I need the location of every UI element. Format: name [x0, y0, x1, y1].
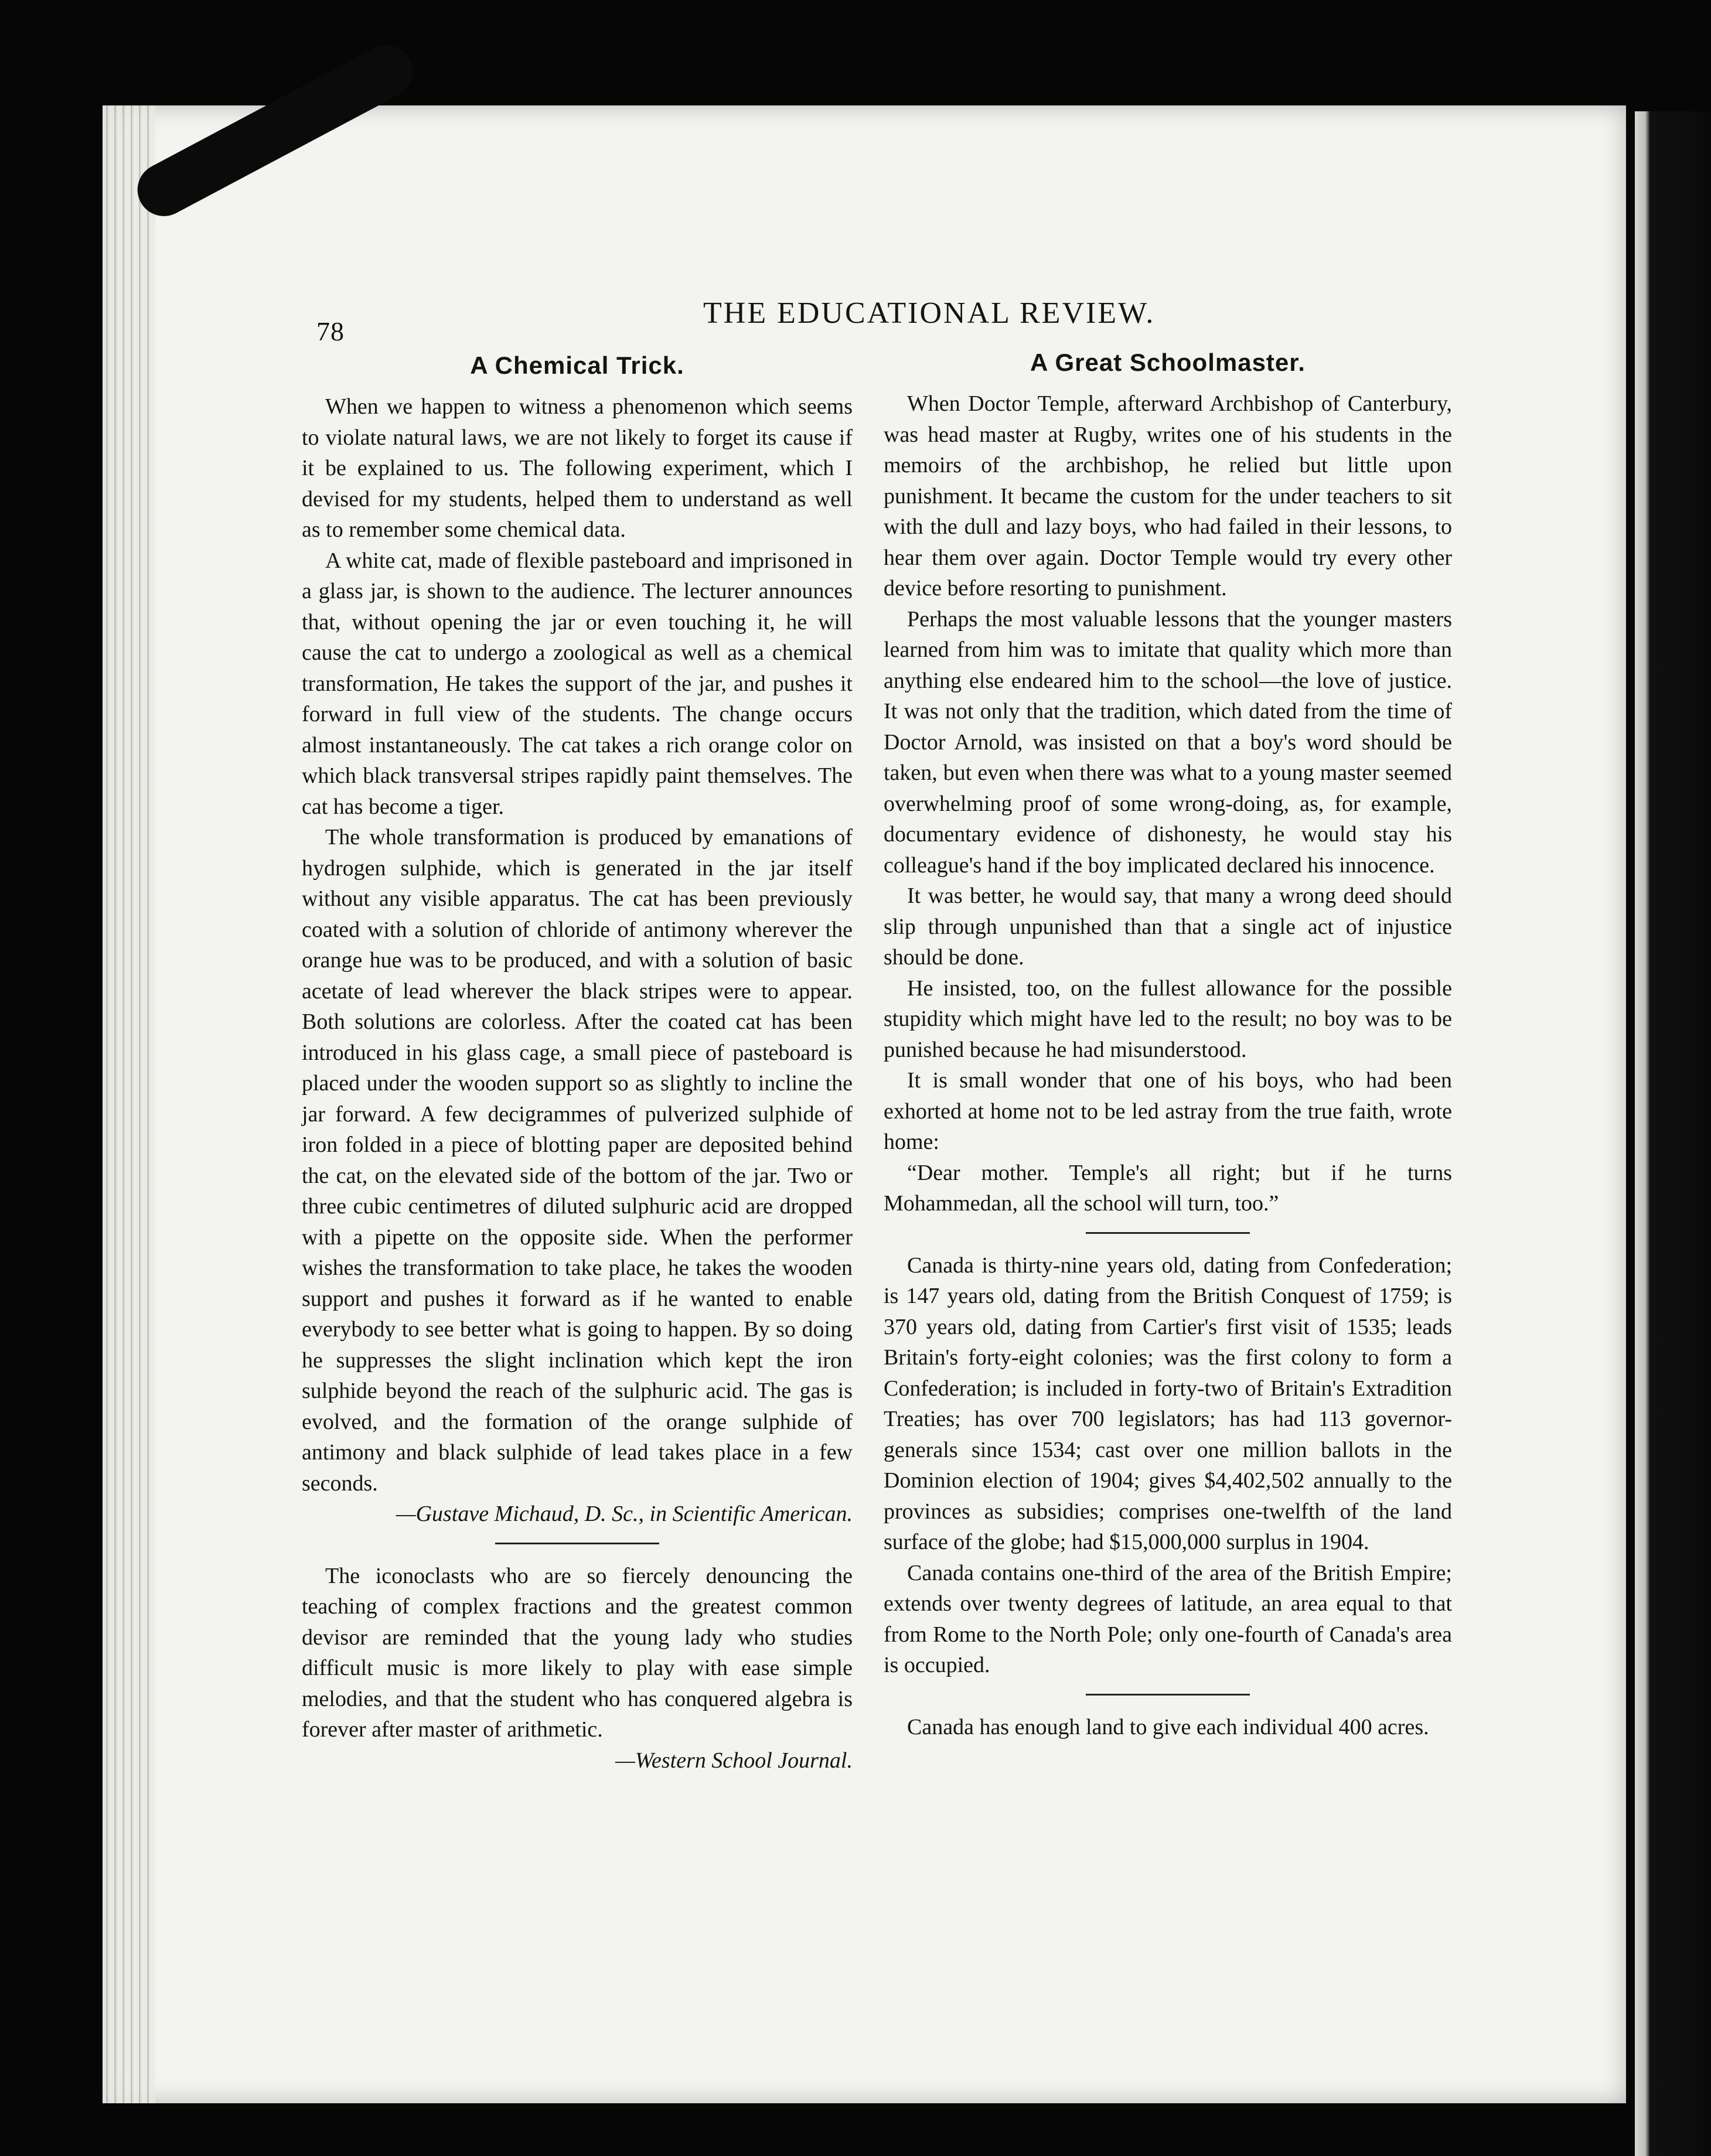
- article-title-great-schoolmaster: A Great Schoolmaster.: [1030, 349, 1306, 376]
- paragraph: Perhaps the most valuable lessons that the younger masters learned from him was to imitate that quality which more than anything else endeared him to the school—the love of justice. It was not only that the tradition, which dated from the time of Doctor Arnold, was insisted on that a boy's word should be taken, but even when there was what to a young master seemed overwhelming proof of some wrong-doing, as, for example, documentary evidence of dishonesty, he would stay his colleague's hand if the boy implicated declared his innocence.: [884, 606, 1452, 878]
- canada-paragraph: Canada contains one-third of the area of the British Empire; extends over twenty degrees of latitude, an area equal to that from Rome to the North Pole; only one-fourth of Canada's area is occupied.: [884, 1560, 1452, 1677]
- attribution: —Gustave Michaud, D. Sc., in Scientific American.: [396, 1502, 853, 1526]
- section-divider: [1086, 1232, 1250, 1234]
- left-column: [302, 352, 853, 1776]
- iconoclasts-attribution: —Western School Journal.: [615, 1748, 853, 1773]
- section-divider: [1086, 1694, 1250, 1696]
- paragraph: The whole transformation is produced by emanations of hydrogen sulphide, which is generated in the jar itself without any visible apparatus. The cat has been previously coated with a solution of chloride of antimony wherever the orange hue was to be produced, and with a solution of basic acetate of lead wherever the black stripes were to appear. Both solutions are colorless. After the coated cat has been introduced in his glass cage, a small piece of pasteboard is placed under the wooden support so as slightly to incline the jar forward. A few decigrammes of pulverized sulphide of iron folded in a piece of blotting paper are deposited behind the cat, on the elevated side of the bottom of the jar. Two or three cubic centimetres of diluted sulphuric acid are dropped with a pipette on the opposite side. When the performer wishes the transformation to take place, he takes the wooden support and pushes it forward as if he wanted to enable everybody to see better what is going to happen. By so doing he suppresses the slight inclination which kept the iron sulphide beyond the reach of the sulphuric acid. The gas is evolved, and the formation of the orange sulphide of antimony and black sulphide of lead takes place in a few seconds.: [302, 825, 853, 1496]
- paragraph: He insisted, too, on the fullest allowance for the possible stupidity which might have led to the result; no boy was to be punished because he had misunderstood.: [884, 975, 1452, 1062]
- scan-frame-edge: [1635, 111, 1711, 2156]
- page-header: [305, 296, 1582, 346]
- paragraph: It was better, he would say, that many a wrong deed should slip through unpunished than that a single act of injustice should be done.: [884, 883, 1452, 970]
- land-paragraph: Canada has enough land to give each individual 400 acres.: [907, 1714, 1429, 1739]
- page-number: 78: [316, 316, 345, 346]
- paragraph: A white cat, made of flexible pasteboard and imprisoned in a glass jar, is shown to the audience. The lecturer announces that, without opening the jar or even touching it, he will cause the cat to undergo a zoological as well as a chemical transformation, He takes the support of the jar, and pushes it forward in full view of the students. The change occurs almost instantaneously. The cat takes a rich orange color on which black transversal stripes rapidly paint themselves. The cat has become a tiger.: [302, 548, 853, 819]
- paragraph: When we happen to witness a phenomenon which seems to violate natural laws, we are not likely to forget its cause if it be explained to us. The following experiment, which I devised for my students, helped them to understand as well as to remember some chemical data.: [302, 394, 853, 542]
- article-title-chemical-trick: A Chemical Trick.: [470, 352, 684, 379]
- paragraph: When Doctor Temple, afterward Archbishop of Canterbury, was head master at Rugby, writes one of his students in the memoirs of the archbishop, he relied but little upon punishment. It became the custom for the under teachers to sit with the dull and lazy boys, who had failed in their lessons, to hear them over again. Doctor Temple would try every other device before resorting to punishment.: [884, 391, 1452, 601]
- iconoclasts-paragraph: The iconoclasts who are so fiercely denouncing the teaching of complex fractions and the greatest common devisor are reminded that the young lady who studies difficult music is more likely to play with ease simple melodies, and that the student who has conquered algebra is forever after master of arithmetic.: [302, 1563, 853, 1742]
- page-binding-edge: [103, 105, 155, 2103]
- canada-paragraph: Canada is thirty-nine years old, dating from Confederation; is 147 years old, dating from the British Conquest of 1759; is 370 years old, dating from Cartier's first visit of 1535; leads Britain's forty-eight colonies; was the first colony to form a Confederation; is included in forty-two of Britain's Extradition Treaties; has over 700 legislators; has had 113 governor-generals since 1534; cast over one million ballots in the Dominion election of 1904; gives $4,402,502 annually to the provinces as subsidies; comprises one-twelfth of the land surface of the globe; had $15,000,000 surplus in 1904.: [884, 1253, 1452, 1554]
- paragraph: “Dear mother. Temple's all right; but if he turns Mohammedan, all the school will turn, too.”: [884, 1160, 1452, 1216]
- journal-title: THE EDUCATIONAL REVIEW.: [703, 296, 1156, 330]
- right-column: [884, 349, 1452, 1742]
- section-divider: [495, 1543, 659, 1544]
- paragraph: It is small wonder that one of his boys, who had been exhorted at home not to be led astray from the true faith, wrote home:: [884, 1068, 1452, 1154]
